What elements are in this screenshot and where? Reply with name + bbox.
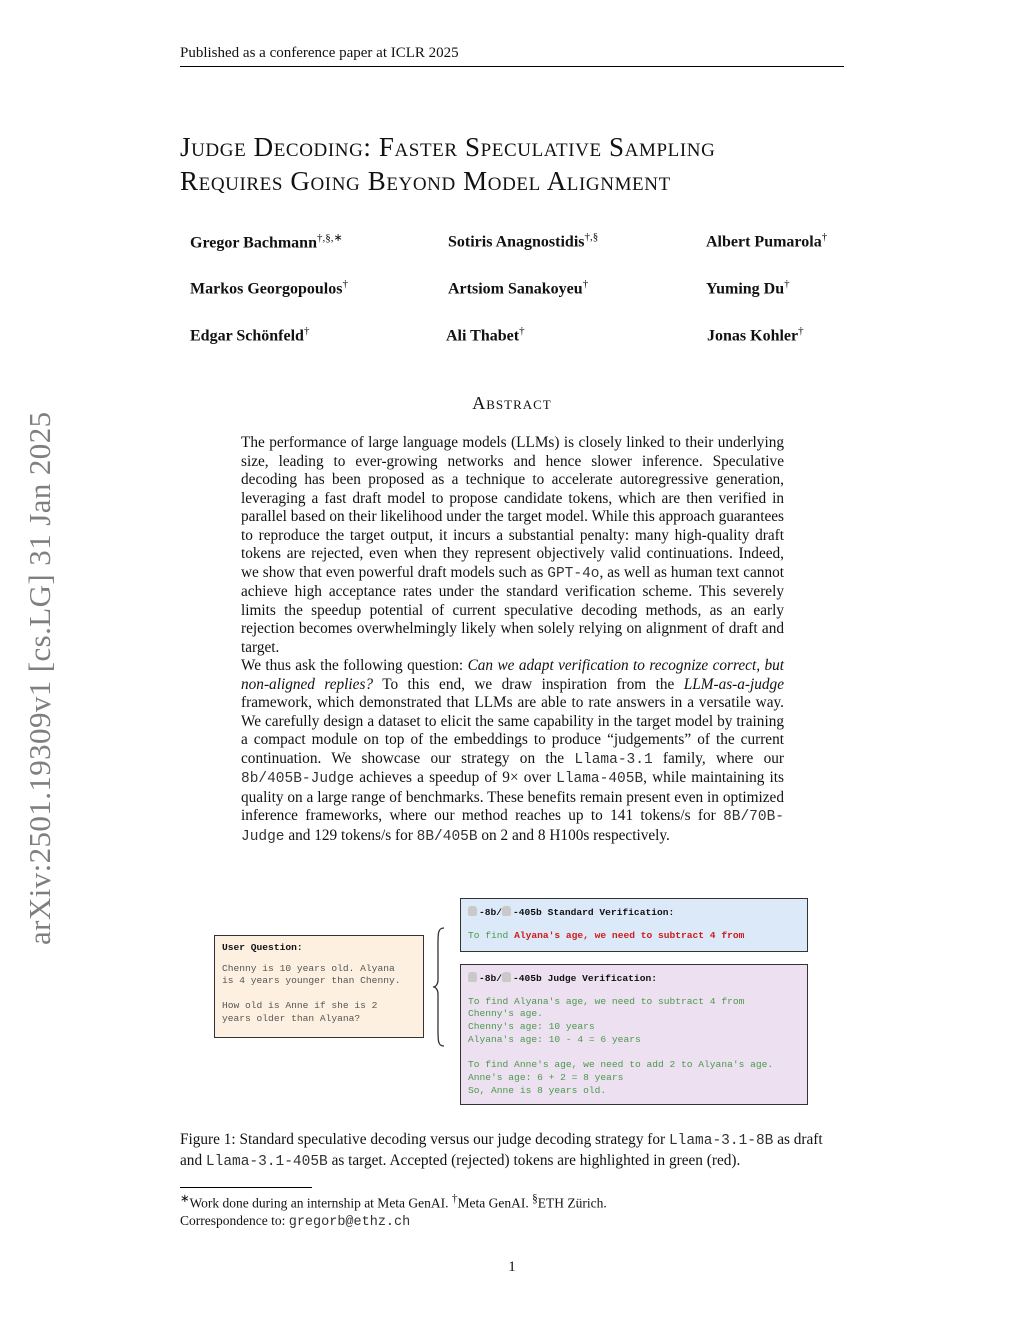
judge-line: To find Anne's age, we need to add 2 to Alyana's age. xyxy=(468,1059,774,1071)
title-line-1: Judge Decoding: Faster Speculative Sampling xyxy=(180,132,716,162)
user-question-box xyxy=(214,935,424,1038)
standard-verification-box xyxy=(460,898,808,952)
footnote: ∗Work done during an internship at Meta GenAI. †Meta GenAI. §ETH Zürich. Correspondence to: gregorb@ethz.ch xyxy=(180,1193,607,1230)
arxiv-identifier[interactable]: arXiv:2501.19309v1 [cs.LG] 31 Jan 2025 xyxy=(22,411,57,945)
author-4: Markos Georgopoulos† xyxy=(190,278,348,298)
author-5: Artsiom Sanakoyeu† xyxy=(448,278,589,298)
page-number: 1 xyxy=(508,1259,516,1275)
paper-title xyxy=(180,130,860,198)
author-1: Gregor Bachmann†,§,∗ xyxy=(190,232,343,252)
judge-line: Anne's age: 6 + 2 = 8 years xyxy=(468,1071,624,1083)
user-question-title: User Question: xyxy=(222,942,303,953)
abstract-paragraph-1: The performance of large language models (LLMs) is closely linked to their underlying size, leading to ever-growing networks and hence slower inference. Speculative decoding has been proposed as a technique to accelerate autoregressive generation, leveraging a fast draft model to propose candidate tokens, which are then verified in parallel based on their likelihood under the target model. While this approach guarantees to reproduce the target output, it incurs a substantial penalty: many high-quality draft tokens are rejected, even when they represent objectively valid continuations. Indeed, we show that even powerful draft models such as GPT-4o, as well as human text cannot achieve high acceptance rates under the standard verification scheme. This severely limits the speedup potential of current speculative decoding methods, as an early rejection becomes overwhelmingly likely when solely relying on alignment of draft and target. xyxy=(241,434,784,656)
author-8: Ali Thabet† xyxy=(446,325,525,345)
llama-icon xyxy=(502,972,511,982)
author-9: Jonas Kohler† xyxy=(707,325,804,345)
judge-verification-title: -8b/ -405b Judge Verification: xyxy=(468,972,800,986)
title-line-2: Requires Going Beyond Model Alignment xyxy=(180,166,671,196)
question-line: years older than Alyana? xyxy=(222,1012,361,1024)
standard-verification-title: -8b/ -405b Standard Verification: xyxy=(468,906,800,920)
judge-line: Chenny's age. xyxy=(468,1008,543,1020)
author-6: Yuming Du† xyxy=(706,278,790,298)
judge-line: To find Alyana's age, we need to subtract 4 from xyxy=(468,995,745,1007)
standard-verification-text: To find Alyana's age, we need to subtract 4 from xyxy=(468,929,745,941)
judge-line: So, Anne is 8 years old. xyxy=(468,1084,607,1096)
llama-icon xyxy=(502,906,511,916)
judge-line: Alyana's age: 10 - 4 = 6 years xyxy=(468,1033,641,1045)
llama-icon xyxy=(468,972,477,982)
email-link[interactable]: gregorb@ethz.ch xyxy=(288,1214,411,1230)
judge-line: Chenny's age: 10 years xyxy=(468,1021,595,1033)
question-line: is 4 years younger than Chenny. xyxy=(222,975,401,987)
judge-verification-box xyxy=(460,964,808,1105)
question-line: How old is Anne if she is 2 xyxy=(222,1000,378,1012)
figure-caption: Figure 1: Standard speculative decoding versus our judge decoding strategy for Llama-3.1-8B as draft and Llama-3.1-405B as target. Accepted (rejected) tokens are highlighted in green (red). xyxy=(180,1131,823,1170)
abstract-heading: Abstract xyxy=(472,393,552,413)
running-header: Published as a conference paper at ICLR 2025 xyxy=(180,45,844,67)
author-3: Albert Pumarola† xyxy=(706,231,828,251)
llama-icon xyxy=(468,906,477,916)
abstract-paragraph-2: We thus ask the following question: Can we adapt verification to recognize correct, but non-aligned replies? To this end, we draw inspiration from the LLM-as-a-judge framework, which demonstrated that LLMs are able to rate answers in a versatile way. We carefully design a dataset to elicit the same capability in the target model by training a compact module on top of the embeddings to produce “judgements” of the current continuation. We showcase our strategy on the Llama-3.1 family, where our 8b/405B-Judge achieves a speedup of 9× over Llama-405B, while maintaining its quality on a large range of benchmarks. These benefits remain present even in optimized inference frameworks, where our method reaches up to 141 tokens/s for 8B/70B-Judge and 129 tokens/s for 8B/405B on 2 and 8 H100s respectively. xyxy=(241,657,784,845)
footnote-rule xyxy=(180,1187,312,1188)
author-7: Edgar Schönfeld† xyxy=(190,325,310,345)
curly-brace xyxy=(432,926,446,1048)
author-2: Sotiris Anagnostidis†,§ xyxy=(448,231,599,251)
question-line: Chenny is 10 years old. Alyana xyxy=(222,962,395,974)
